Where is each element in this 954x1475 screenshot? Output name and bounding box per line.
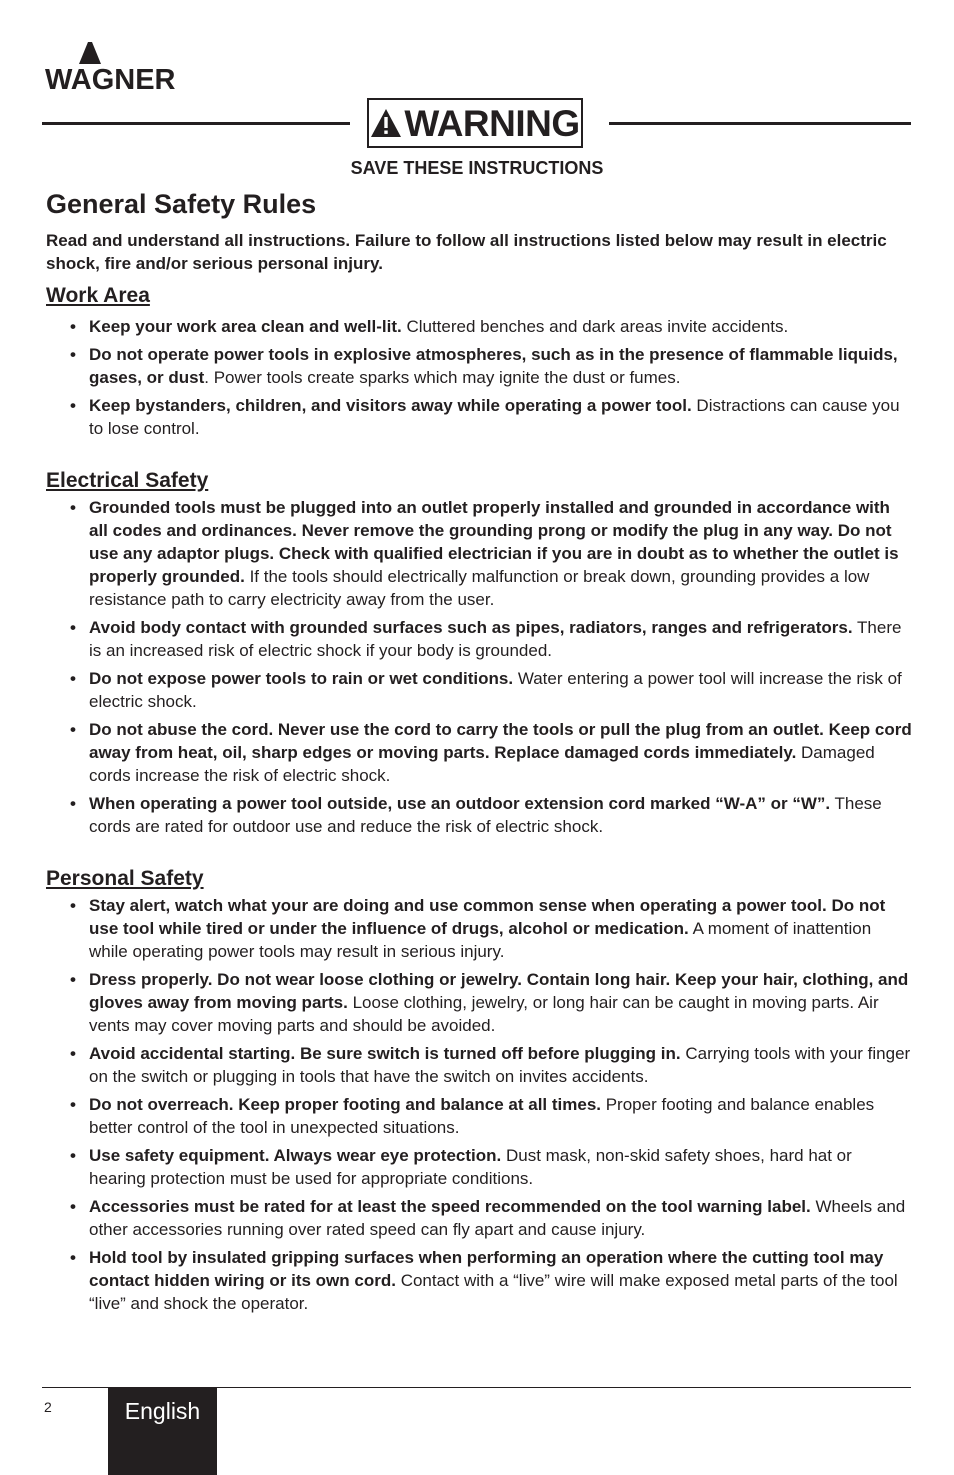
header-rule-right [609, 122, 911, 125]
page-number: 2 [44, 1399, 52, 1415]
list-item: • Do not expose power tools to rain or wet conditions. Water entering a power tool will increase the risk of electric shock. [70, 669, 902, 711]
language-tab [108, 1388, 217, 1475]
save-instructions: SAVE THESE INSTRUCTIONS [350, 158, 604, 178]
wagner-logo-icon [45, 42, 205, 92]
list-item: • Do not operate power tools in explosive atmospheres, such as in the presence of flammable liquids, gases, or dust. Power tools create sparks which may ignite the dust or fumes. [70, 345, 898, 387]
list-item: • Hold tool by insulated gripping surfaces when performing an operation where the cutting tool may contact hidden wiring or its own cord. Contact with a “live” wire will make exposed metal parts of the tool “live” and shock the operator. [70, 1248, 898, 1313]
list-item: • Grounded tools must be plugged into an outlet properly installed and grounded in accordance with all codes and ordinances. Never remove the grounding prong or modify the plug in any way. Do not use any adaptor plugs. Check with qualified electrician if you are in doubt as to whether the outlet is properly grounded. If the tools should electrically malfunction or break down, grounding provides a low resistance path to carry electricity away from the user. [70, 498, 899, 609]
list-item: • When operating a power tool outside, use an outdoor extension cord marked “W-A” or “W”. These cords are rated for outdoor use and reduce the risk of electric shock. [70, 794, 882, 836]
list-item: • Avoid accidental starting. Be sure switch is turned off before plugging in. Carrying tools with your finger on the switch or plugging in tools that have the switch on invites accidents. [70, 1044, 911, 1086]
wagner-logo [45, 42, 205, 92]
page-content [46, 187, 912, 1320]
warning-label: WARNING [404, 102, 580, 144]
section-heading-work-area: Work Area [46, 284, 150, 307]
warning-banner [367, 98, 583, 148]
list-item: • Keep bystanders, children, and visitors away while operating a power tool. Distractions can cause you to lose control. [70, 396, 900, 438]
personal-safety-list [46, 894, 912, 1315]
section-personal-safety [46, 866, 912, 1315]
list-item: • Do not overreach. Keep proper footing and balance at all times. Proper footing and balance enables better control of the tool in unexpected situations. [70, 1095, 875, 1137]
page-title: General Safety Rules [46, 189, 317, 219]
header-rule-left [42, 122, 350, 125]
list-item: • Keep your work area clean and well-lit. Cluttered benches and dark areas invite accidents. [70, 317, 789, 336]
warning-triangle-icon [370, 108, 402, 138]
list-item: • Stay alert, watch what your are doing and use common sense when operating a power tool. Do not use tool while tired or under the influence of drugs, alcohol or medication. A moment of inattention while operating power tools may result in serious injury. [70, 896, 886, 961]
list-item: • Dress properly. Do not wear loose clothing or jewelry. Contain long hair. Keep your hair, clothing, and gloves away from moving parts. Loose clothing, jewelry, or long hair can be caught in moving parts. Air vents may cover moving parts and should be avoided. [70, 970, 909, 1035]
list-item: • Avoid body contact with grounded surfaces such as pipes, radiators, ranges and refrigerators. There is an increased risk of electric shock if your body is grounded. [70, 618, 902, 660]
section-work-area [46, 283, 912, 440]
work-area-list [46, 315, 912, 440]
section-electrical-safety [46, 468, 912, 838]
brand-name: WAGNER [45, 64, 176, 92]
intro-text: Read and understand all instructions. Failure to follow all instructions listed below may result in electric shock, fire and/or serious personal injury. [46, 231, 887, 273]
list-item: • Use safety equipment. Always wear eye protection. Dust mask, non-skid safety shoes, hard hat or hearing protection must be used for appropriate conditions. [70, 1146, 852, 1188]
list-item: • Accessories must be rated for at least the speed recommended on the tool warning label. Wheels and other accessories running over rated speed can fly apart and cause injury. [70, 1197, 906, 1239]
section-heading-electrical-safety: Electrical Safety [46, 469, 209, 492]
electrical-safety-list [46, 496, 912, 838]
language-label: English [124, 1398, 201, 1424]
section-heading-personal-safety: Personal Safety [46, 867, 204, 890]
list-item: • Do not abuse the cord. Never use the cord to carry the tools or pull the plug from an outlet. Keep cord away from heat, oil, sharp edges or moving parts. Replace damaged cords immediately. Damaged cords increase the risk of electric shock. [70, 720, 912, 785]
